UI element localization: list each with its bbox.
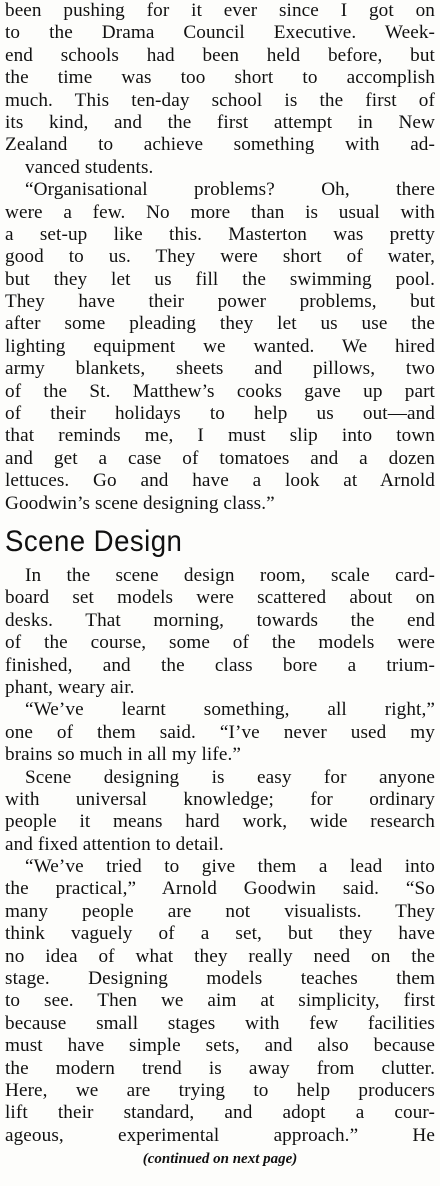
text-line: a set-up like this. Masterton was pretty — [5, 223, 435, 245]
text-line: to the Drama Council Executive. Week- — [5, 22, 435, 44]
article-column — [5, 0, 435, 1169]
text-line: and get a case of tomatoes and a dozen — [5, 447, 435, 469]
section-heading: Scene Design — [5, 524, 183, 558]
text-line: after some pleading they let us use the — [5, 313, 435, 335]
text-line: army blankets, sheets and pillows, two — [5, 358, 435, 380]
organisational-paragraph — [5, 179, 435, 515]
text-line: lighting equipment we wanted. We hired — [5, 335, 435, 357]
text-line: people it means hard work, wide research — [5, 811, 435, 833]
text-line: lift their standard, and adopt a cour- — [5, 1102, 435, 1124]
text-line: one of them said. “I’ve never used my — [5, 721, 435, 743]
text-line: been pushing for it ever since I got on — [5, 0, 435, 21]
text-line: that reminds me, I must slip into town — [5, 425, 435, 447]
text-line: the modern trend is away from clutter. — [5, 1057, 435, 1079]
text-line: lettuces. Go and have a look at Arnold — [5, 470, 435, 492]
text-line: In the scene design room, scale card- — [25, 564, 435, 586]
text-line: many people are not visualists. They — [5, 900, 435, 922]
text-line: much. This ten-day school is the first of — [5, 89, 435, 111]
text-line: to see. Then we aim at simplicity, first — [5, 990, 435, 1012]
text-line: must have simple sets, and also because — [5, 1035, 435, 1057]
text-line: of the course, some of the models were — [5, 632, 435, 654]
text-line: stage. Designing models teaches them — [5, 968, 435, 990]
text-line: ageous, experimental approach.” He — [5, 1124, 435, 1146]
text-line: because small stages with few facilities — [5, 1012, 435, 1034]
scene-paragraph-3 — [5, 767, 435, 857]
scene-paragraph-2 — [5, 699, 435, 766]
text-line: board set models were scattered about on — [5, 587, 435, 609]
text-line: phant, weary air. — [5, 676, 135, 698]
text-line: “We’ve learnt something, all right,” — [25, 699, 435, 721]
text-line: end schools had been held before, but — [5, 44, 435, 66]
text-line: brains so much in all my life.” — [5, 744, 241, 766]
text-line: of the St. Matthew’s cooks gave up part — [5, 380, 435, 402]
scene-paragraph-1 — [5, 565, 435, 699]
text-line: vanced students. — [25, 156, 154, 178]
text-line: finished, and the class bore a trium- — [5, 654, 435, 676]
text-line: its kind, and the first attempt in New — [5, 111, 435, 133]
intro-paragraph-tail — [5, 0, 435, 179]
text-line: but they let us fill the swimming pool. — [5, 268, 435, 290]
text-line: Scene designing is easy for anyone — [25, 766, 435, 788]
text-line: the time was too short to accomplish — [5, 67, 435, 89]
text-line: “We’ve tried to give them a lead into — [25, 856, 435, 878]
text-line: desks. That morning, towards the end — [5, 609, 435, 631]
text-line: and fixed attention to detail. — [5, 833, 224, 855]
text-line: “Organisational problems? Oh, there — [25, 179, 435, 201]
text-line: good to us. They were short of water, — [5, 246, 435, 268]
text-line: Here, we are trying to help producers — [5, 1079, 435, 1101]
text-line: no idea of what they really need on the — [5, 945, 435, 967]
text-line: of their holidays to help us out—and — [5, 403, 435, 425]
text-line: with universal knowledge; for ordinary — [5, 788, 435, 810]
text-line: think vaguely of a set, but they have — [5, 923, 435, 945]
scene-paragraph-4 — [5, 856, 435, 1147]
text-line: were a few. No more than is usual with — [5, 201, 435, 223]
text-line: Zealand to achieve something with ad- — [5, 134, 435, 156]
continued-note: (continued on next page) — [142, 1151, 298, 1168]
text-line: Goodwin’s scene designing class.” — [5, 492, 275, 514]
text-line: the practical,” Arnold Goodwin said. “So — [5, 878, 435, 900]
text-line: They have their power problems, but — [5, 291, 435, 313]
